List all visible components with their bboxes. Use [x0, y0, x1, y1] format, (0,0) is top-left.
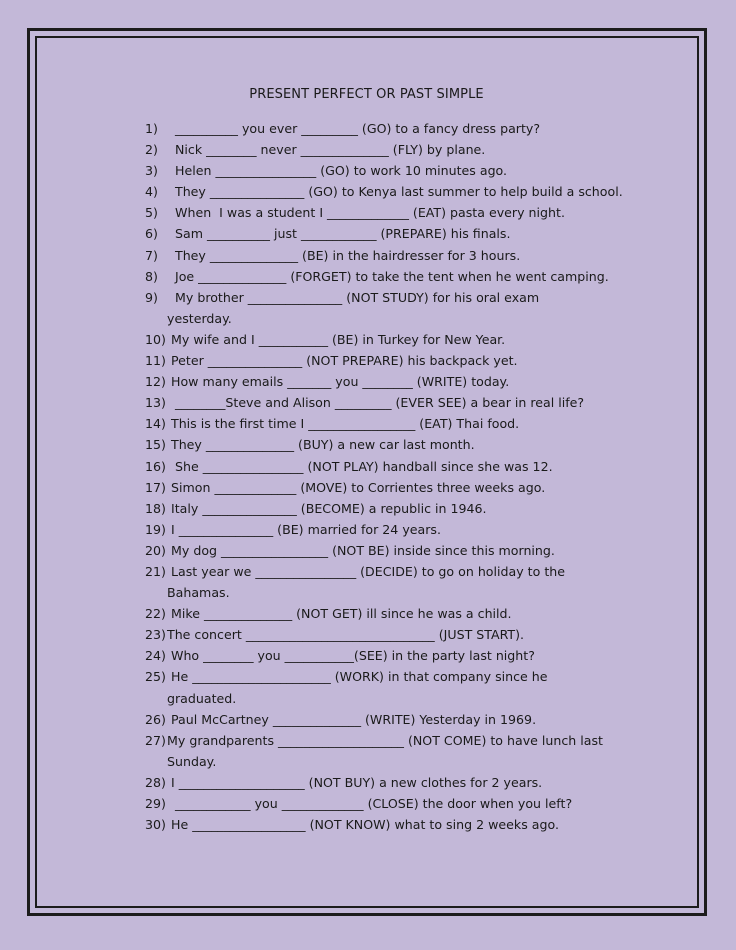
exercise-sentence: Mike ______________ (NOT GET) ill since he was a child. [167, 606, 512, 622]
exercise-line [145, 772, 665, 793]
exercise-line [145, 139, 665, 160]
exercise-line [145, 202, 665, 223]
exercise-number: 4) [145, 184, 158, 200]
exercise-item [145, 287, 665, 329]
exercise-number: 25) [145, 669, 166, 685]
exercise-item [145, 266, 665, 287]
exercise-sentence: They ______________ (BE) in the hairdresser for 3 hours. [167, 247, 521, 263]
exercise-sentence: Nick ________ never ______________ (FLY) by plane. [167, 142, 486, 158]
exercise-sentence: They _______________ (GO) to Kenya last summer to help build a school. [167, 184, 623, 200]
exercise-line [145, 223, 665, 244]
exercise-item [145, 603, 665, 624]
exercise-line [145, 287, 665, 308]
exercise-item [145, 413, 665, 434]
exercise-continuation: yesterday. [167, 310, 232, 326]
exercise-number: 1) [145, 121, 158, 136]
exercise-item [145, 730, 665, 772]
exercise-sentence: Peter _______________ (NOT PREPARE) his backpack yet. [167, 353, 518, 369]
exercise-item [145, 329, 665, 350]
exercise-item [145, 245, 665, 266]
exercise-number: 26) [145, 711, 166, 727]
exercise-number: 8) [145, 268, 158, 284]
exercise-item [145, 645, 665, 666]
exercise-number: 27) [145, 732, 166, 748]
exercise-number: 22) [145, 606, 166, 622]
exercise-line [145, 645, 665, 666]
exercise-number: 23) [145, 627, 166, 643]
exercise-line [145, 392, 665, 413]
exercise-number: 2) [145, 142, 158, 158]
exercise-list [145, 118, 665, 835]
exercise-item [145, 666, 665, 708]
exercise-item [145, 118, 665, 139]
exercise-sentence: He ______________________ (WORK) in that company since he [167, 669, 548, 685]
exercise-sentence: My dog _________________ (NOT BE) inside since this morning. [167, 542, 555, 558]
exercise-line [145, 371, 665, 392]
exercise-line [145, 245, 665, 266]
exercise-sentence: Last year we ________________ (DECIDE) to go on holiday to the [167, 563, 565, 579]
worksheet-title [0, 87, 736, 102]
exercise-number: 15) [145, 437, 166, 453]
exercise-sentence: ____________ you _____________ (CLOSE) the door when you left? [167, 796, 573, 811]
exercise-line [145, 603, 665, 624]
exercise-sentence: He __________________ (NOT KNOW) what to sing 2 weeks ago. [167, 817, 559, 833]
exercise-line [145, 413, 665, 434]
exercise-number: 13) [145, 395, 166, 411]
exercise-number: 16) [145, 458, 166, 474]
exercise-number: 12) [145, 374, 166, 390]
exercise-sentence: My wife and I ___________ (BE) in Turkey for New Year. [167, 331, 506, 347]
exercise-number: 19) [145, 521, 166, 537]
exercise-sentence: My brother _______________ (NOT STUDY) for his oral exam [167, 289, 540, 305]
exercise-sentence: I _______________ (BE) married for 24 years. [167, 521, 441, 537]
exercise-continuation: Sunday. [167, 753, 217, 769]
exercise-number: 24) [145, 648, 166, 664]
exercise-sentence: __________ you ever _________ (GO) to a fancy dress party? [167, 121, 541, 136]
exercise-line [145, 793, 665, 814]
exercise-number: 11) [145, 353, 166, 369]
exercise-sentence: Helen ________________ (GO) to work 10 minutes ago. [167, 163, 508, 179]
exercise-sentence: ________Steve and Alison _________ (EVER SEE) a bear in real life? [167, 395, 585, 411]
exercise-line [145, 456, 665, 477]
exercise-sentence: When I was a student I _____________ (EAT) pasta every night. [167, 205, 565, 221]
exercise-item [145, 392, 665, 413]
exercise-number: 17) [145, 479, 166, 495]
exercise-item [145, 772, 665, 793]
exercise-item [145, 434, 665, 455]
exercise-line [145, 266, 665, 287]
exercise-line [145, 350, 665, 371]
exercise-sentence: How many emails _______ you ________ (WRITE) today. [167, 374, 510, 390]
exercise-number: 18) [145, 500, 166, 516]
exercise-number: 6) [145, 226, 158, 242]
exercise-item [145, 519, 665, 540]
exercise-number: 20) [145, 542, 166, 558]
exercise-line [145, 434, 665, 455]
exercise-continuation: Bahamas. [167, 585, 230, 601]
exercise-number: 7) [145, 247, 158, 263]
exercise-item [145, 561, 665, 603]
exercise-item [145, 350, 665, 371]
exercise-sentence: She ________________ (NOT PLAY) handball since she was 12. [167, 458, 553, 474]
exercise-line [145, 519, 665, 540]
title-text: PRESENT PERFECT OR PAST SIMPLE [249, 87, 484, 102]
exercise-sentence: Italy _______________ (BECOME) a republic in 1946. [167, 500, 487, 516]
exercise-number: 14) [145, 416, 166, 432]
exercise-number: 10) [145, 331, 166, 347]
exercise-item [145, 456, 665, 477]
exercise-item [145, 498, 665, 519]
exercise-line [145, 709, 665, 730]
exercise-number: 9) [145, 289, 158, 305]
exercise-sentence: I ____________________ (NOT BUY) a new clothes for 2 years. [167, 774, 543, 790]
exercise-item [145, 160, 665, 181]
exercise-number: 29) [145, 796, 166, 811]
exercise-number: 5) [145, 205, 158, 221]
exercise-item [145, 793, 665, 814]
exercise-line [145, 160, 665, 181]
exercise-line [145, 666, 665, 687]
exercise-item [145, 709, 665, 730]
exercise-line [145, 118, 665, 139]
exercise-line [145, 624, 665, 645]
exercise-item [145, 202, 665, 223]
exercise-number: 28) [145, 774, 166, 790]
exercise-sentence: The concert ______________________________ (JUST START). [167, 627, 525, 643]
exercise-number: 30) [145, 817, 166, 833]
exercise-sentence: My grandparents ____________________ (NOT COME) to have lunch last [167, 732, 603, 748]
exercise-line [145, 814, 665, 835]
exercise-sentence: Sam __________ just ____________ (PREPARE) his finals. [167, 226, 511, 242]
exercise-number: 3) [145, 163, 158, 179]
exercise-item [145, 139, 665, 160]
exercise-sentence: Simon _____________ (MOVE) to Corrientes three weeks ago. [167, 479, 546, 495]
exercise-sentence: Joe ______________ (FORGET) to take the tent when he went camping. [167, 268, 609, 284]
exercise-line [145, 329, 665, 350]
exercise-sentence: Who ________ you ___________(SEE) in the party last night? [167, 648, 535, 664]
exercise-item [145, 624, 665, 645]
exercise-sentence: They ______________ (BUY) a new car last month. [167, 437, 475, 453]
exercise-line [145, 181, 665, 202]
exercise-item [145, 371, 665, 392]
exercise-line [145, 498, 665, 519]
exercise-number: 21) [145, 563, 166, 579]
exercise-item [145, 814, 665, 835]
exercise-sentence: Paul McCartney ______________ (WRITE) Yesterday in 1969. [167, 711, 537, 727]
exercise-sentence: This is the first time I _________________ (EAT) Thai food. [167, 416, 520, 432]
exercise-item [145, 477, 665, 498]
exercise-item [145, 223, 665, 244]
exercise-item [145, 540, 665, 561]
exercise-line [145, 730, 665, 751]
exercise-item [145, 181, 665, 202]
exercise-continuation: graduated. [167, 690, 237, 706]
exercise-line [145, 477, 665, 498]
exercise-line [145, 540, 665, 561]
exercise-line [145, 561, 665, 582]
